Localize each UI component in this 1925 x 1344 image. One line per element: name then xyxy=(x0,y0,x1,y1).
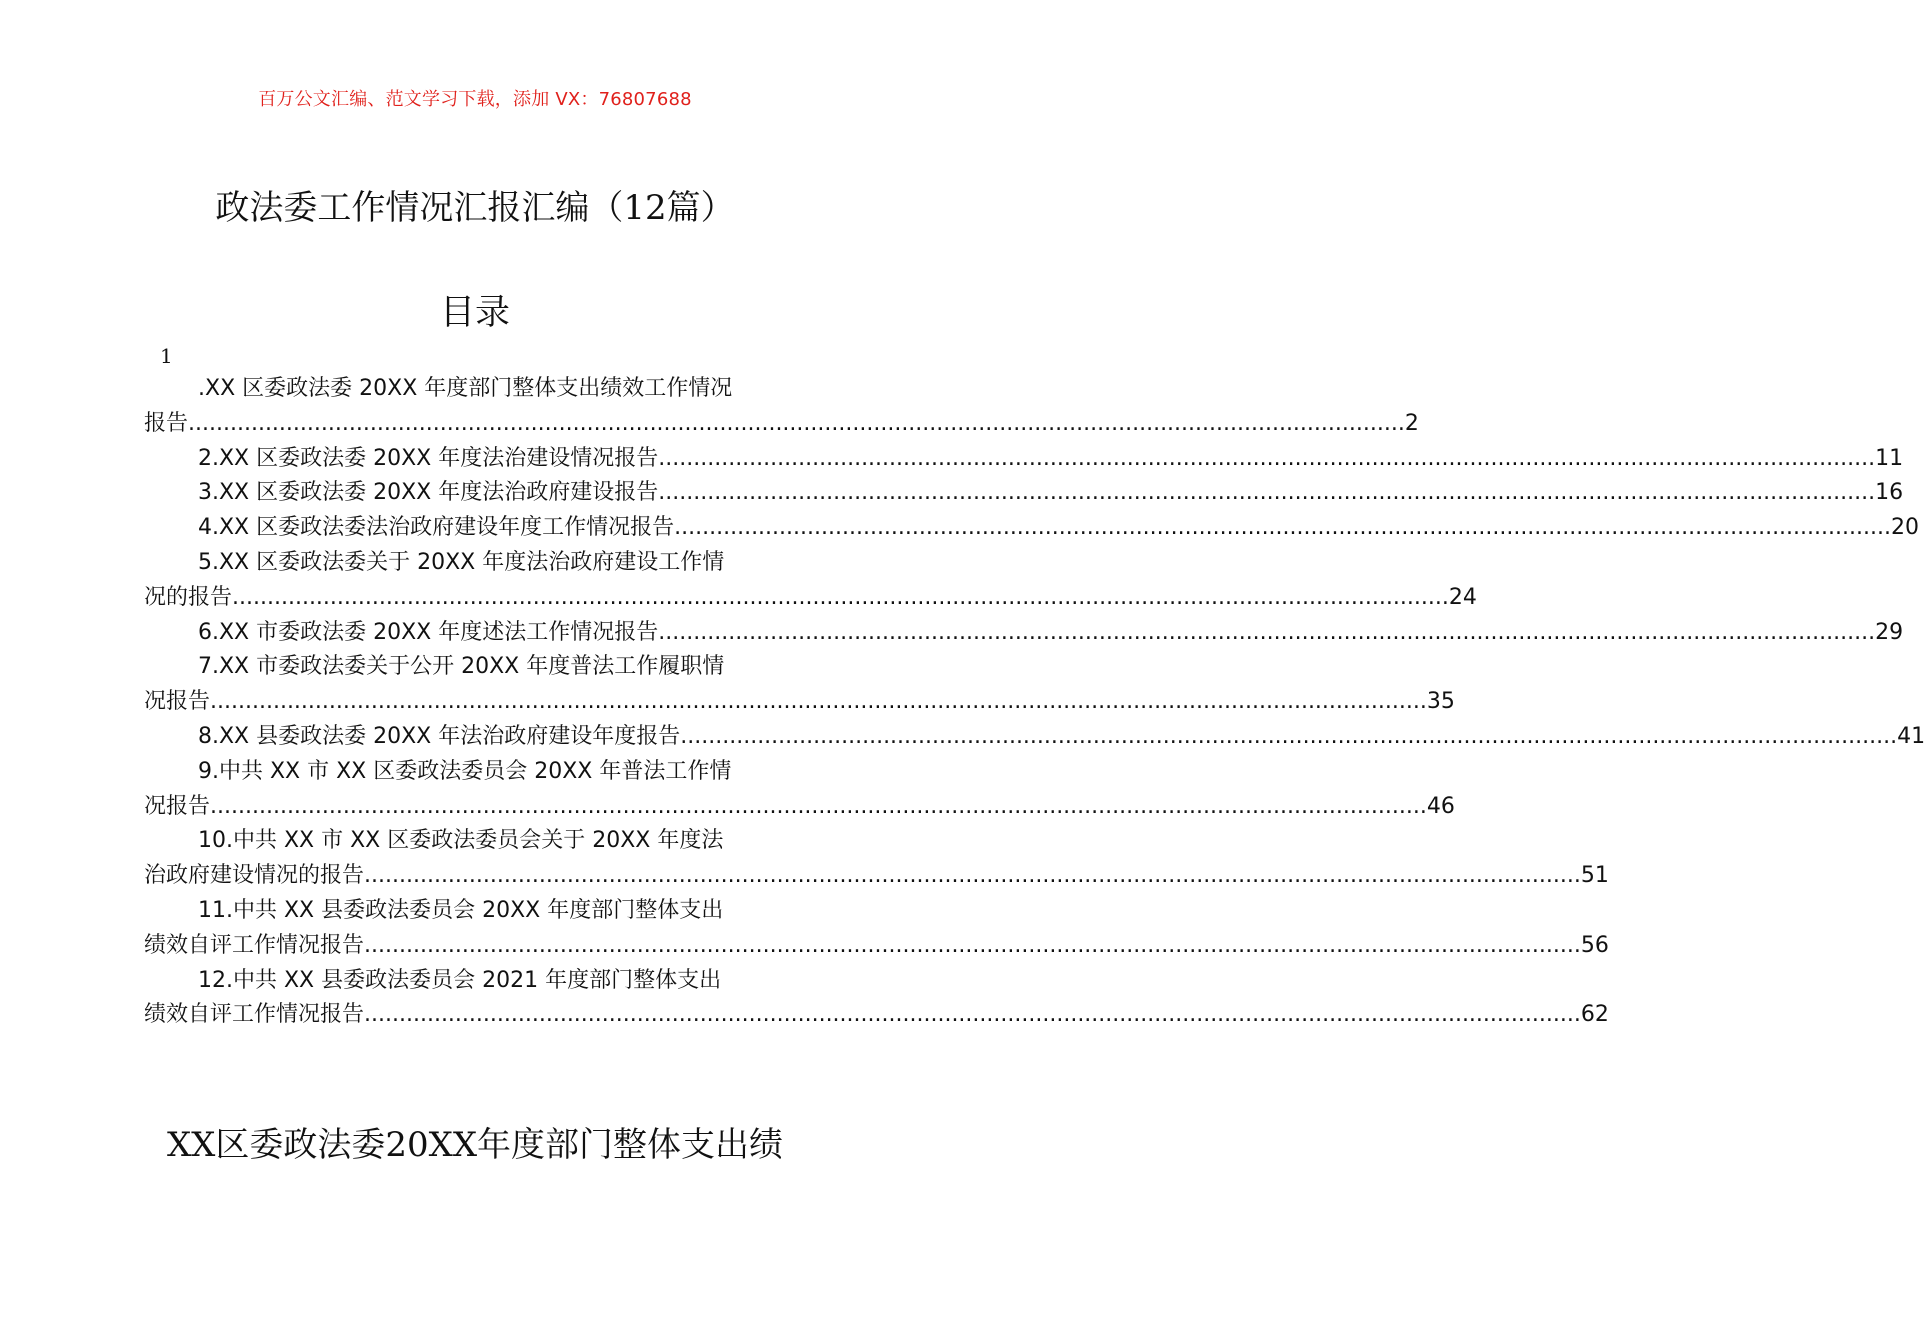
toc-entry-line xyxy=(144,894,806,929)
toc-entry-text: 9.中共 XX 市 XX 区委政法委员会 20XX 年普法工作情 xyxy=(198,758,732,784)
toc-page-number: 2 xyxy=(1404,410,1419,436)
section-title-latin: XX xyxy=(166,1125,216,1165)
toc-page-number: 24 xyxy=(1448,584,1477,610)
toc-leader-dots xyxy=(658,476,1875,511)
toc-entry-text: 7.XX 市委政法委关于公开 20XX 年度普法工作履职情 xyxy=(198,654,725,680)
toc-page-number: 16 xyxy=(1875,480,1904,506)
title-prefix: 政法委工作情况汇报汇编（ xyxy=(215,188,624,228)
toc-entry-text: 报告 xyxy=(144,410,189,436)
toc-entry[interactable] xyxy=(144,616,1904,651)
toc-page-number: 35 xyxy=(1426,689,1455,715)
toc-leader-dots xyxy=(658,616,1875,651)
toc-entry-text: 况报告 xyxy=(144,689,211,715)
toc-page-number: 56 xyxy=(1580,932,1609,958)
toc-leader-dots xyxy=(364,929,1581,964)
toc-entry-line xyxy=(144,859,1609,894)
toc-entry-line xyxy=(144,998,1609,1033)
section-title-text1: 区委政法委 xyxy=(215,1125,386,1165)
toc-entry-line xyxy=(144,407,1419,442)
toc-page-number: 29 xyxy=(1875,619,1904,645)
toc-entry-line xyxy=(144,581,1477,616)
toc-entry-line xyxy=(144,372,806,407)
document-title xyxy=(0,180,950,229)
toc-leader-dots xyxy=(210,685,1427,720)
toc-leader-dots xyxy=(188,407,1405,442)
toc-entry-text: 6.XX 市委政法委 20XX 年度述法工作情况报告 xyxy=(198,619,659,645)
toc-entry-line xyxy=(144,546,806,581)
toc-page-number: 46 xyxy=(1426,793,1455,819)
toc-entry[interactable] xyxy=(144,372,1419,442)
toc-entry-text: .XX 区委政法委 20XX 年度部门整体支出绩效工作情况 xyxy=(198,376,733,401)
section-title xyxy=(0,1117,950,1166)
toc-entry-text: 11.中共 XX 县委政法委员会 20XX 年度部门整体支出 xyxy=(198,897,724,923)
toc-entry-line xyxy=(144,442,1904,477)
toc-page-number: 20 xyxy=(1890,515,1919,541)
toc-heading: 目录 xyxy=(439,293,510,333)
table-of-contents xyxy=(144,372,1925,1033)
title-suffix: 篇） xyxy=(666,188,735,228)
toc-entry-line xyxy=(144,824,806,859)
toc-entry-line xyxy=(144,476,1904,511)
toc-entry-line xyxy=(144,929,1609,964)
toc-leader-dots xyxy=(210,790,1427,825)
toc-entry[interactable] xyxy=(144,824,1609,894)
toc-leader-dots xyxy=(364,998,1581,1033)
toc-leader-dots xyxy=(674,511,1891,546)
toc-entry-text: 治政府建设情况的报告 xyxy=(144,863,365,889)
toc-entry-text: 10.中共 XX 市 XX 区委政法委员会关于 20XX 年度法 xyxy=(198,828,724,854)
toc-entry[interactable] xyxy=(144,546,1477,616)
toc-entry[interactable] xyxy=(144,720,1925,755)
toc-entry-line xyxy=(144,790,1455,825)
toc-leader-dots xyxy=(680,720,1897,755)
section-title-year: 20XX xyxy=(385,1125,478,1165)
toc-entry-text: 况报告 xyxy=(144,793,211,819)
toc-entry-line xyxy=(144,650,806,685)
toc-entry-line xyxy=(144,685,1455,720)
toc-page-number: 51 xyxy=(1580,863,1609,889)
toc-entry[interactable] xyxy=(144,511,1919,546)
toc-entry-line xyxy=(144,755,806,790)
toc-entry-line xyxy=(144,964,806,999)
toc-entry-line xyxy=(144,720,1925,755)
toc-entry-text: 5.XX 区委政法委关于 20XX 年度法治政府建设工作情 xyxy=(198,549,725,575)
toc-entry[interactable] xyxy=(144,442,1904,477)
title-count: 12 xyxy=(623,188,667,228)
toc-entry-line xyxy=(144,511,1919,546)
toc-page-number: 11 xyxy=(1875,445,1904,471)
toc-entry-text: 8.XX 县委政法委 20XX 年法治政府建设年度报告 xyxy=(198,723,681,749)
toc-entry-text: 2.XX 区委政法委 20XX 年度法治建设情况报告 xyxy=(198,445,659,471)
toc-page-number: 41 xyxy=(1897,723,1925,749)
toc-entry-text: 况的报告 xyxy=(144,584,233,610)
toc-entry-text: 3.XX 区委政法委 20XX 年度法治政府建设报告 xyxy=(198,480,659,506)
toc-entry[interactable] xyxy=(144,894,1609,964)
toc-entry-text: 绩效自评工作情况报告 xyxy=(144,1002,365,1028)
toc-leader-dots xyxy=(364,859,1581,894)
toc-entry[interactable] xyxy=(144,476,1904,511)
toc-entry[interactable] xyxy=(144,755,1455,825)
section-title-text2: 年度部门整体支出绩 xyxy=(477,1125,784,1165)
toc-entry[interactable] xyxy=(144,964,1609,1034)
toc-entry-text: 4.XX 区委政法委法治政府建设年度工作情况报告 xyxy=(198,515,675,541)
toc-entry-line xyxy=(144,616,1904,651)
toc-page-number: 62 xyxy=(1580,1002,1609,1028)
toc-leader-dots xyxy=(658,442,1875,477)
toc-entry-text: 绩效自评工作情况报告 xyxy=(144,932,365,958)
toc-lead-number: 1 xyxy=(160,344,173,368)
toc-entry-text: 12.中共 XX 县委政法委员会 2021 年度部门整体支出 xyxy=(198,967,722,993)
toc-entry[interactable] xyxy=(144,650,1455,720)
header-watermark-note: 百万公文汇编、范文学习下载，添加 VX：76807688 xyxy=(258,89,692,110)
toc-leader-dots xyxy=(232,581,1449,616)
